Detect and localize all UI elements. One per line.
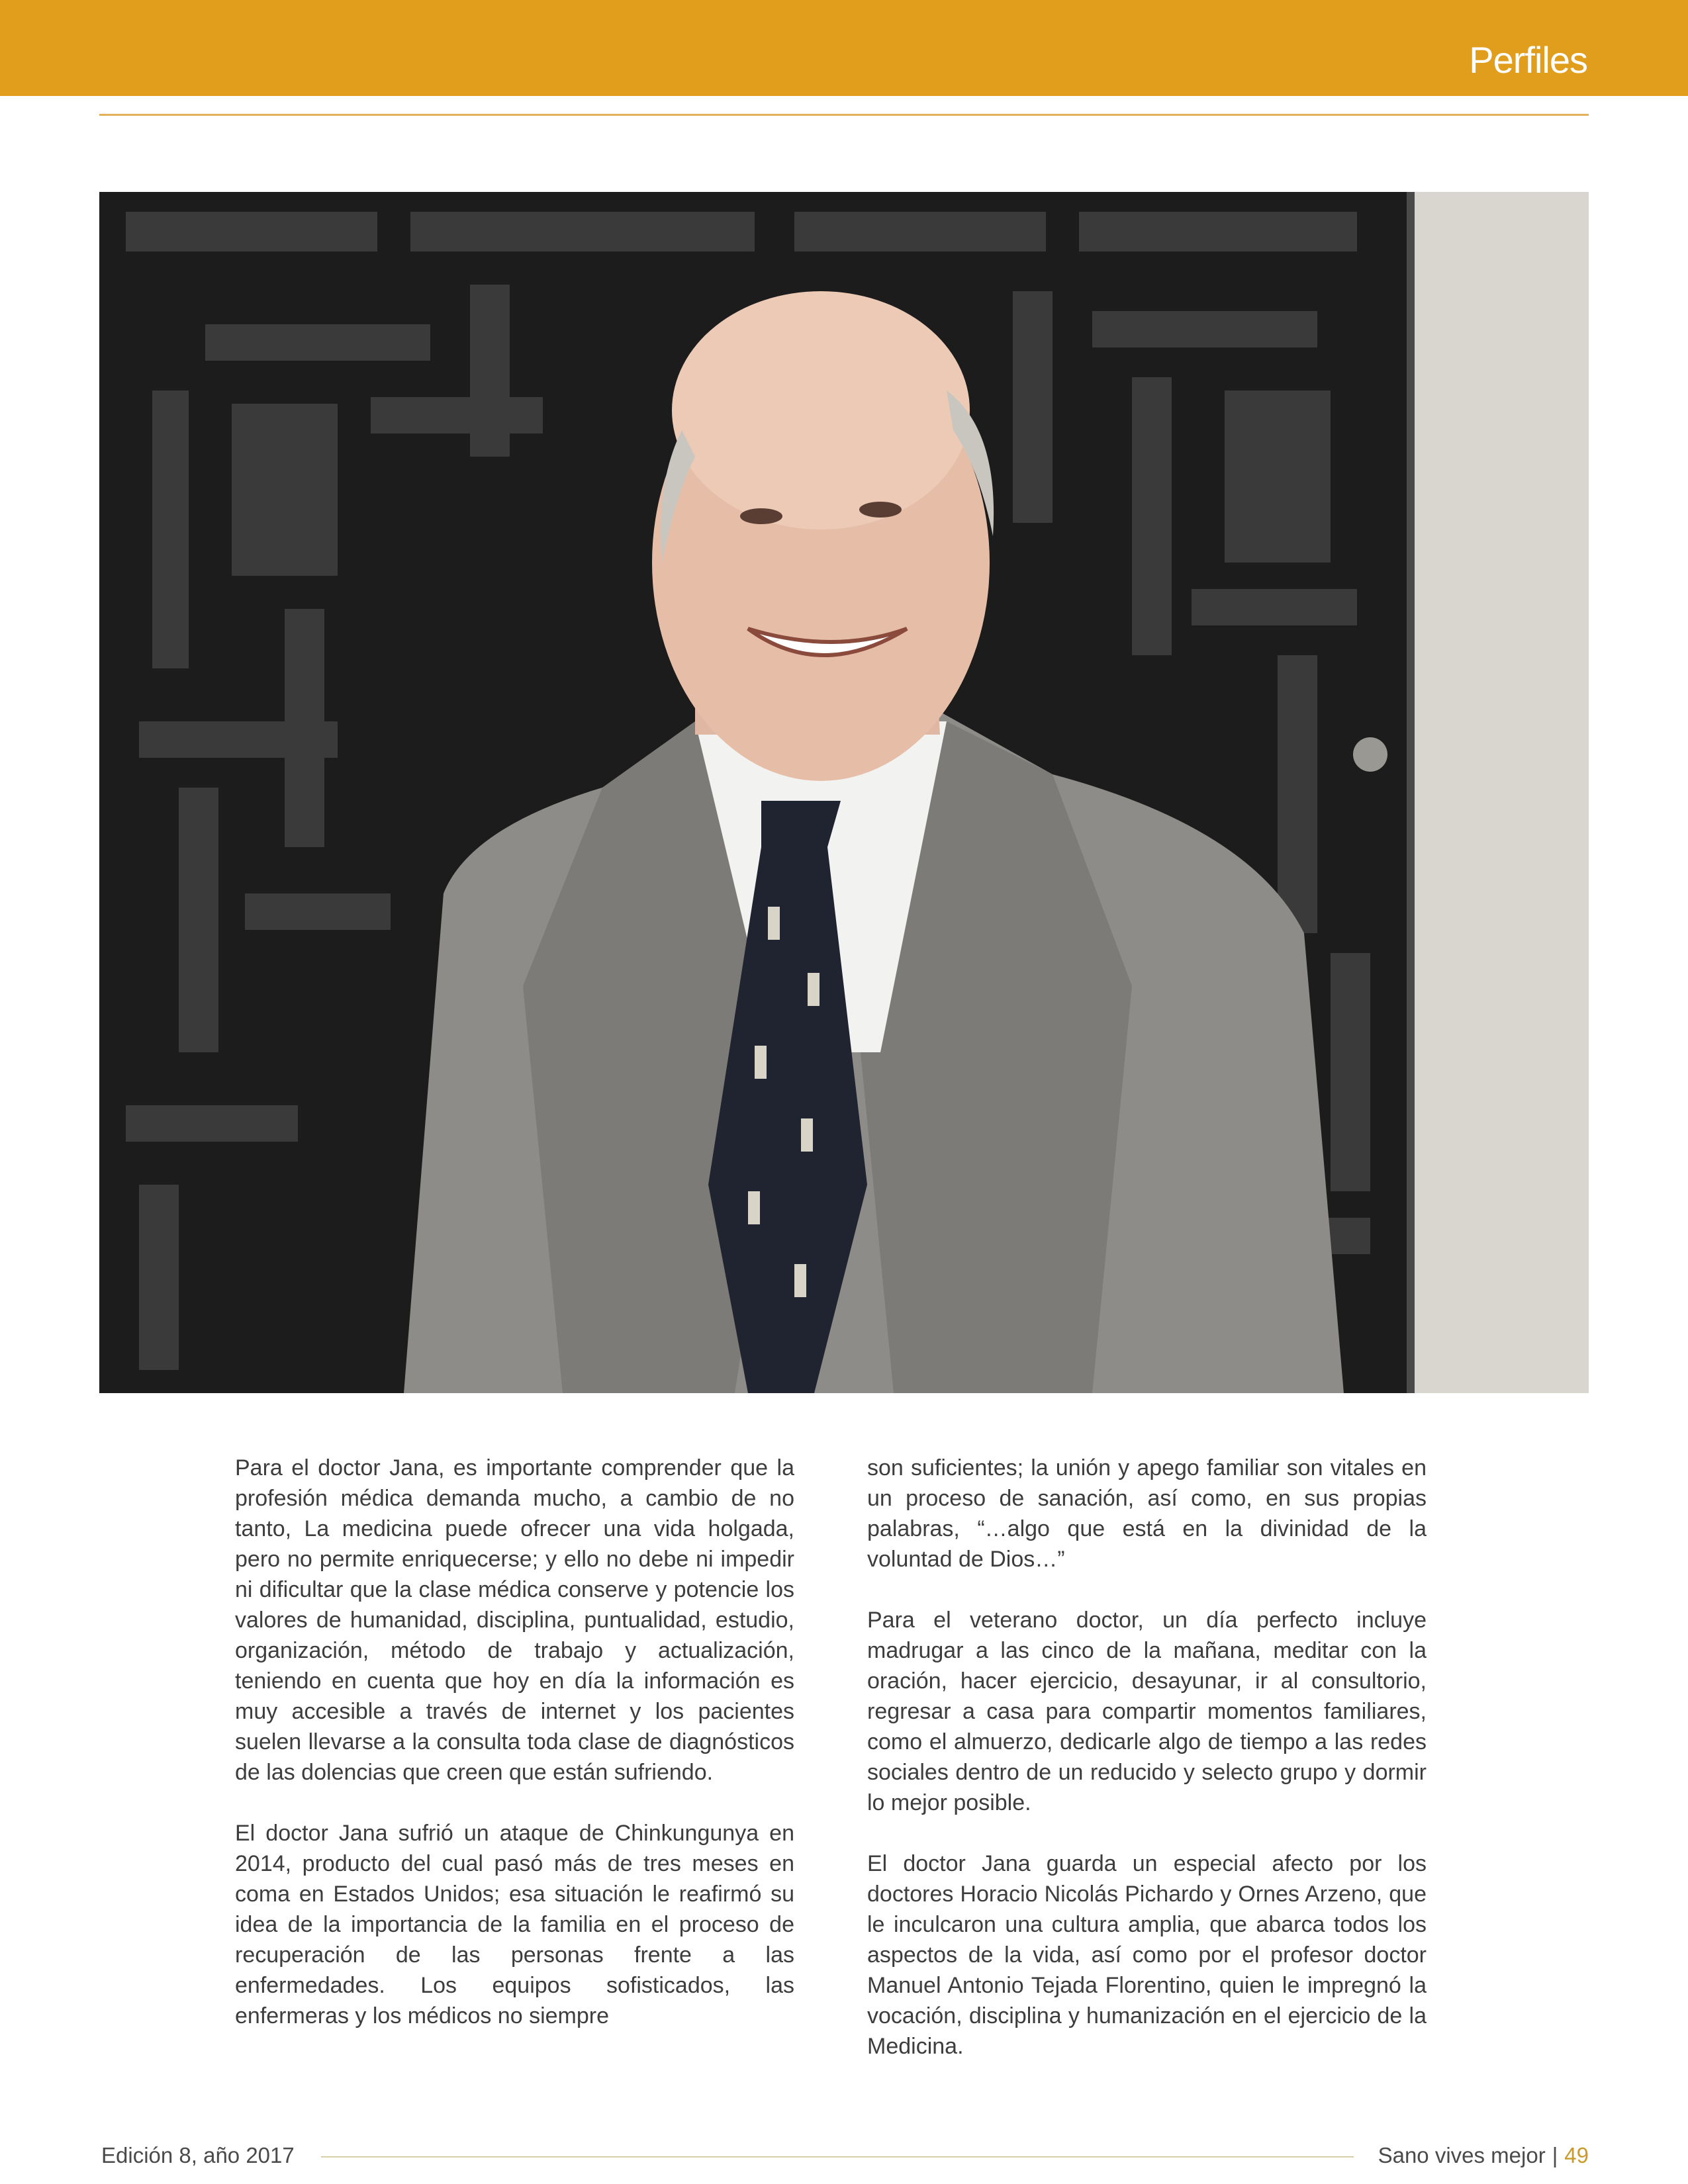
article-paragraph: Para el veterano doctor, un día perfecto incluye madrugar a las cinco de la mañana, meditar con la oración, hacer ejercicio, desayunar, ir al consultorio, regresar a casa para compartir momentos familiares, como el almuerzo, dedicarle algo de tiempo a las redes sociales dentro de un reducido y selecto grupo y dormir lo mejor posible.: [867, 1608, 1427, 1815]
section-title: Perfiles: [1469, 39, 1587, 81]
article-paragraph: El doctor Jana sufrió un ataque de Chinkungunya en 2014, producto del cual pasó más de tres meses en coma en Estados Unidos; esa situación le reafirmó su idea de la importancia de la familia en el proceso de recuperación de las personas frente a las enfermedades. Los equipos sofisticados, las enfermeras y los médicos no siempre: [235, 1821, 794, 2028]
footer-divider: [321, 2156, 1354, 2158]
section-header-bar: [0, 0, 1688, 96]
header-divider: [99, 114, 1589, 116]
footer-separator: |: [1552, 2143, 1558, 2167]
article-paragraph: Para el doctor Jana, es importante comprender que la profesión médica demanda mucho, a cambio de no tanto, La medicina puede ofrecer una vida holgada, pero no permite enriquecerse; y ello no debe ni impedir ni dificultar que la clase médica conserve y potencie los valores de humanidad, disciplina, puntualidad, estudio, organización, método de trabajo y actualización, teniendo en cuenta que hoy en día la información es muy accesible a través de internet y los pacientes suelen llevarse a la consulta toda clase de diagnósticos de las dolencias que creen que están sufriendo.: [235, 1455, 794, 1785]
portrait-photo: [99, 192, 1589, 1393]
magazine-name: Sano vives mejor: [1378, 2143, 1546, 2167]
article-paragraph: son suficientes; la unión y apego familiar son vitales en un proceso de sanación, así como, en sus propias palabras, “…algo que está en la divinidad de la voluntad de Dios…”: [867, 1455, 1427, 1572]
article-column-right: [867, 1453, 1427, 2092]
footer-magazine-info: [1378, 2143, 1589, 2168]
article-column-left: [235, 1453, 794, 2062]
footer-edition: Edición 8, año 2017: [101, 2143, 295, 2167]
article-paragraph: El doctor Jana guarda un especial afecto por los doctores Horacio Nicolás Pichardo y Ornes Arzeno, que le inculcaron una cultura amplia, que abarca todos los aspectos de la vida, así como por el profesor doctor Manuel Antonio Tejada Florentino, quien le impregnó la vocación, disciplina y humanización en el ejercicio de la Medicina.: [867, 1851, 1427, 2059]
page-number: 49: [1564, 2143, 1589, 2167]
